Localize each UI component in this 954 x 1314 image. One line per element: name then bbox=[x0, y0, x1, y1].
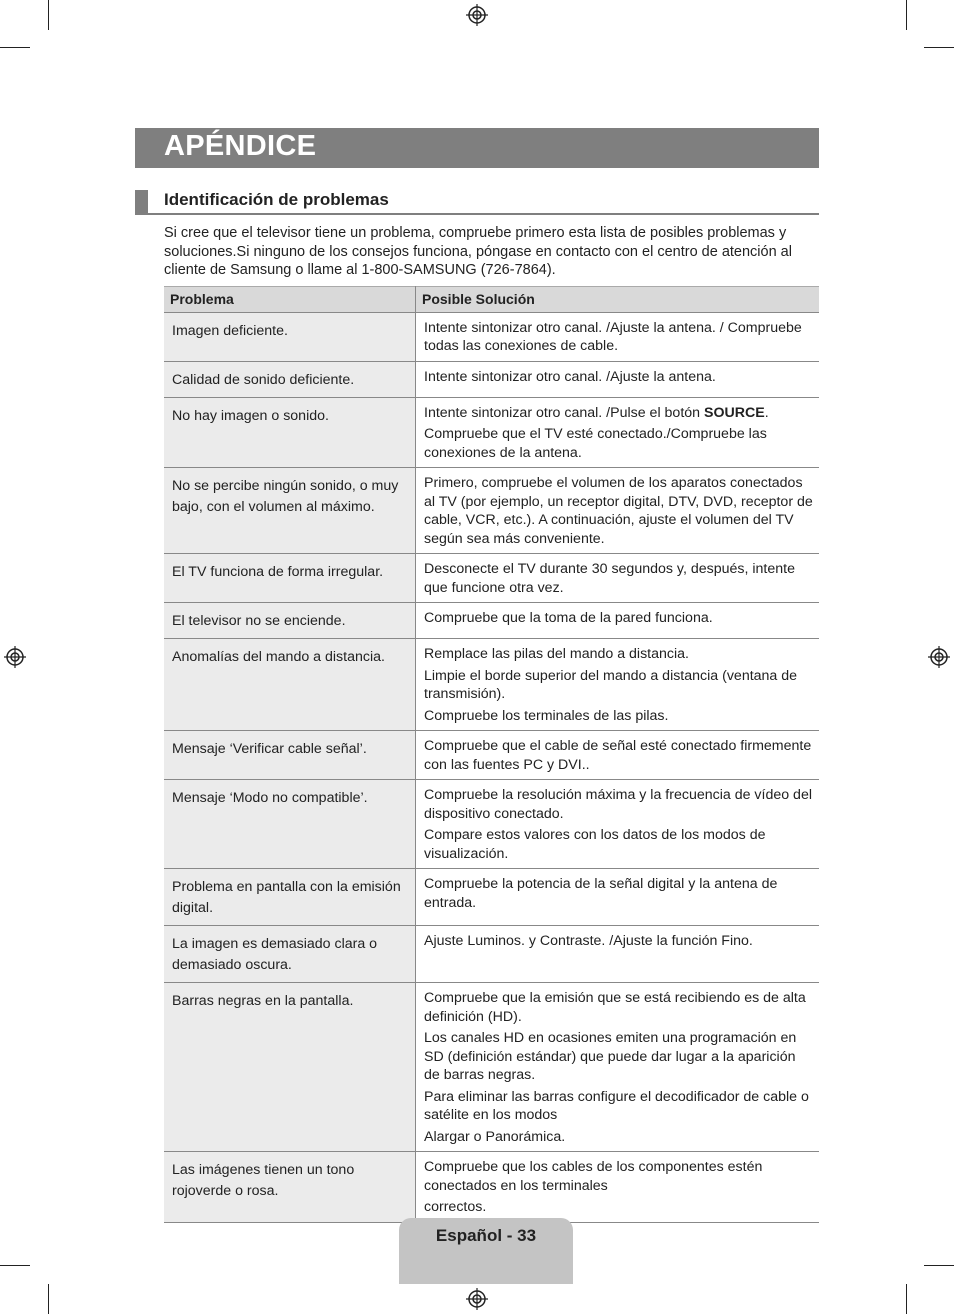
problem-cell: Calidad de sonido deficiente. bbox=[164, 361, 416, 397]
problem-cell: La imagen es demasiado clara o demasiado oscura. bbox=[164, 926, 416, 983]
solution-cell bbox=[416, 468, 820, 554]
solution-cell bbox=[416, 397, 820, 468]
solution-line: Compruebe los terminales de las pilas. bbox=[424, 707, 669, 724]
column-header-solution: Posible Solución bbox=[416, 287, 820, 313]
solution-cell bbox=[416, 983, 820, 1152]
crop-mark bbox=[906, 1284, 907, 1314]
solution-cell bbox=[416, 731, 820, 780]
table-row bbox=[164, 361, 819, 397]
problem-cell: Mensaje ‘Verificar cable señal’. bbox=[164, 731, 416, 780]
solution-cell bbox=[416, 639, 820, 731]
solution-cell bbox=[416, 603, 820, 639]
solution-line: Alargar o Panorámica. bbox=[424, 1128, 566, 1145]
problem-cell: Imagen deficiente. bbox=[164, 312, 416, 361]
crop-mark bbox=[0, 1265, 30, 1266]
problem-cell: El TV funciona de forma irregular. bbox=[164, 554, 416, 603]
crop-mark bbox=[924, 1265, 954, 1266]
registration-mark-icon bbox=[4, 646, 26, 668]
solution-cell bbox=[416, 926, 820, 983]
registration-mark-icon bbox=[928, 646, 950, 668]
solution-line: correctos. bbox=[424, 1199, 487, 1215]
solution-line: Desconecte el TV durante 30 segundos y, después, intente que funcione otra vez. bbox=[424, 561, 795, 596]
solution-line: Compruebe que los cables de los componentes estén conectados en los terminales bbox=[424, 1159, 763, 1194]
solution-line: Limpie el borde superior del mando a distancia (ventana de transmisión). bbox=[424, 667, 798, 702]
solution-line: Ajuste Luminos. y Contraste. /Ajuste la función Fino. bbox=[424, 933, 753, 949]
solution-cell bbox=[416, 361, 820, 397]
solution-line bbox=[424, 404, 813, 423]
table-row bbox=[164, 983, 819, 1152]
table-row bbox=[164, 468, 819, 554]
solution-line: Intente sintonizar otro canal. /Ajuste la antena. / Compruebe todas las conexiones de cable. bbox=[424, 319, 802, 354]
table-row bbox=[164, 397, 819, 468]
solution-line: Compruebe que la emisión que se está recibiendo es de alta definición (HD). bbox=[424, 990, 806, 1025]
solution-line: Primero, compruebe el volumen de los aparatos conectados al TV (por ejemplo, un receptor digital, DTV, DVD, receptor de cable, VCR, etc.). A continuación, ajuste el volumen del TV según sea más conveniente. bbox=[424, 475, 813, 547]
column-header-problem: Problema bbox=[164, 287, 416, 313]
table-body bbox=[164, 312, 819, 1222]
section-marker bbox=[135, 190, 148, 214]
crop-mark bbox=[924, 47, 954, 48]
section-title: Identificación de problemas bbox=[164, 190, 389, 209]
solution-line: Compruebe la resolución máxima y la frecuencia de vídeo del dispositivo conectado. bbox=[424, 787, 812, 822]
registration-mark-icon bbox=[466, 1288, 488, 1310]
solution-cell bbox=[416, 780, 820, 869]
registration-mark-icon bbox=[466, 4, 488, 26]
problem-cell: Las imágenes tienen un tono rojoverde o rosa. bbox=[164, 1152, 416, 1223]
table-row bbox=[164, 554, 819, 603]
table-row bbox=[164, 780, 819, 869]
table-row bbox=[164, 639, 819, 731]
problem-cell: No se percibe ningún sonido, o muy bajo, con el volumen al máximo. bbox=[164, 468, 416, 554]
crop-mark bbox=[48, 1284, 49, 1314]
problem-cell: Anomalías del mando a distancia. bbox=[164, 639, 416, 731]
solution-line: Compare estos valores con los datos de los modos de visualización. bbox=[424, 827, 766, 862]
solution-cell bbox=[416, 1152, 820, 1223]
problem-cell: El televisor no se enciende. bbox=[164, 603, 416, 639]
solution-cell bbox=[416, 869, 820, 926]
table-row bbox=[164, 603, 819, 639]
solution-line: Compruebe que la toma de la pared funciona. bbox=[424, 610, 713, 626]
page-number: Español - 33 bbox=[435, 1226, 537, 1245]
crop-mark bbox=[906, 0, 907, 30]
problem-cell: Mensaje ‘Modo no compatible’. bbox=[164, 780, 416, 869]
table-header-row bbox=[164, 287, 819, 313]
intro-paragraph: Si cree que el televisor tiene un problema, compruebe primero esta lista de posibles problemas y soluciones.Si ninguno de los consejos funciona, póngase en contacto con el centro de atención al cliente de Samsung o llame al 1-800-SAMSUNG (726-7864). bbox=[164, 225, 792, 278]
crop-mark bbox=[48, 0, 49, 30]
solution-line: Para eliminar las barras configure el decodificador de cable o satélite en los modos bbox=[424, 1088, 809, 1123]
solution-line: Compruebe la potencia de la señal digital y la antena de entrada. bbox=[424, 876, 778, 911]
solution-text: . bbox=[764, 404, 769, 421]
solution-line: Remplace las pilas del mando a distancia. bbox=[424, 646, 689, 662]
table-row bbox=[164, 926, 819, 983]
crop-mark bbox=[0, 47, 30, 48]
solution-cell bbox=[416, 554, 820, 603]
solution-line: Intente sintonizar otro canal. /Ajuste la antena. bbox=[424, 368, 716, 385]
problem-cell: Barras negras en la pantalla. bbox=[164, 983, 416, 1152]
table-row bbox=[164, 312, 819, 361]
solution-text: Intente sintonizar otro canal. /Pulse el botón bbox=[424, 404, 704, 421]
page-title: APÉNDICE bbox=[164, 130, 317, 162]
solution-line: Compruebe que el TV esté conectado./Compruebe las conexiones de la antena. bbox=[424, 426, 767, 461]
problem-cell: No hay imagen o sonido. bbox=[164, 397, 416, 468]
troubleshooting-table bbox=[164, 286, 819, 1223]
problem-cell: Problema en pantalla con la emisión digital. bbox=[164, 869, 416, 926]
button-name-text: SOURCE bbox=[703, 404, 765, 421]
section-divider bbox=[135, 213, 819, 215]
solution-line: Los canales HD en ocasiones emiten una programación en SD (definición estándar) que puede dar lugar a la aparición de barras negras. bbox=[424, 1030, 797, 1083]
table-row bbox=[164, 731, 819, 780]
solution-line: Compruebe que el cable de señal esté conectado firmemente con las fuentes PC y DVI.. bbox=[424, 738, 812, 773]
table-row bbox=[164, 869, 819, 926]
table-row bbox=[164, 1152, 819, 1223]
solution-cell bbox=[416, 312, 820, 361]
